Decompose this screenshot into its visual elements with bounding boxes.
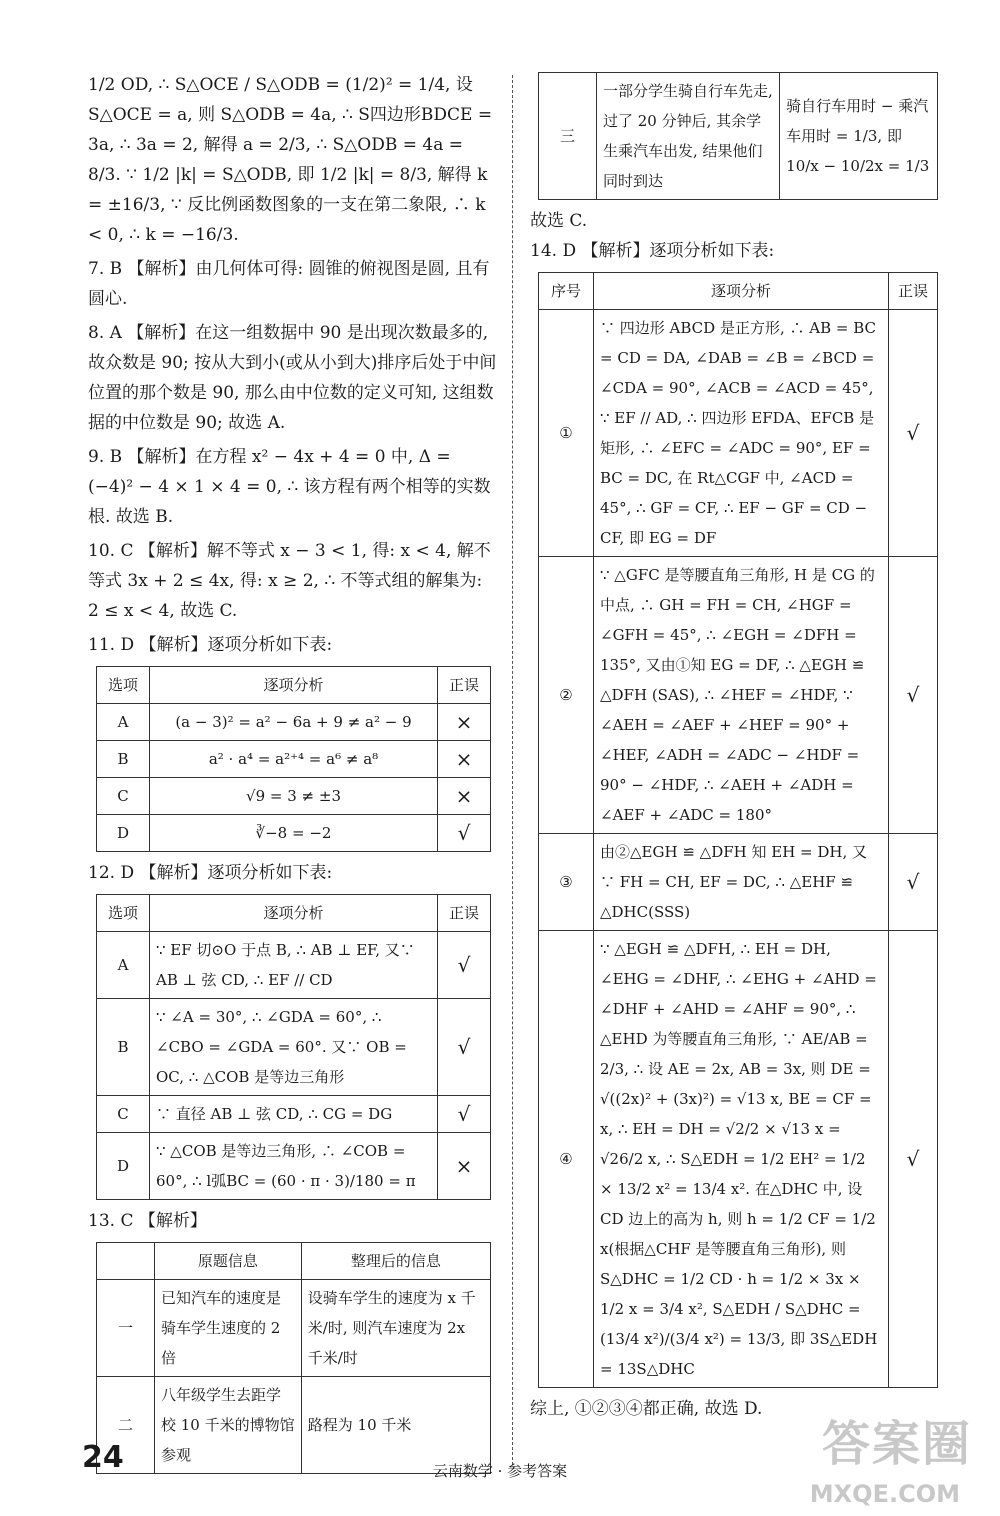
analysis-cell: √9 = 3 ≠ ±3	[150, 778, 438, 815]
row-label: 二	[97, 1377, 155, 1474]
result-cell: ×	[438, 704, 491, 741]
analysis-cell: ∵ ∠A = 30°, ∴ ∠GDA = 60°, ∴ ∠CBO = ∠GDA = 60°. 又∵ OB = OC, ∴ △COB 是等边三角形	[150, 999, 438, 1096]
table-header: 序号	[539, 273, 594, 310]
organized-info: 设骑车学生的速度为 x 千米/时, 则汽车速度为 2x 千米/时	[301, 1280, 490, 1377]
organized-info: 路程为 10 千米	[301, 1377, 490, 1474]
table-header: 正误	[889, 273, 938, 310]
analysis-cell: 由②△EGH ≌ △DFH 知 EH = DH, 又∵ FH = CH, EF = DC, ∴ △EHF ≌ △DHC(SSS)	[594, 834, 889, 931]
result-cell: √	[889, 931, 938, 1388]
table-header: 逐项分析	[150, 667, 438, 704]
answer-11: 11. D 【解析】逐项分析如下表:	[88, 635, 333, 655]
analysis-cell: ∵ △COB 是等边三角形, ∴ ∠COB = 60°, ∴ l弧BC = (60 · π · 3)/180 = π	[150, 1133, 438, 1200]
option-cell: A	[97, 704, 150, 741]
analysis-cell: (a − 3)² = a² − 6a + 9 ≠ a² − 9	[150, 704, 438, 741]
table-row	[97, 815, 491, 852]
watermark-url: MXQE.COM	[809, 1480, 960, 1508]
footer-title: 云南数学 · 参考答案	[432, 1462, 568, 1480]
table-row	[97, 778, 491, 815]
table-header: 整理后的信息	[301, 1243, 490, 1280]
option-cell: C	[97, 1096, 150, 1133]
analysis-cell: ∵ △GFC 是等腰直角三角形, H 是 CG 的中点, ∴ GH = FH = CH, ∠HGF = ∠GFH = 45°, ∴ ∠EGH = ∠DFH = 135°, 又由①知 EG = DF, ∴ △EGH ≌ △DFH (SAS), ∴ ∠HEF = ∠HDF, ∵ ∠AEH = ∠AEF + ∠HEF = 90° + ∠HEF, ∠ADH = ∠ADC − ∠HDF = 90° − ∠HDF, ∴ ∠AEH + ∠ADH = ∠AEF + ∠ADC = 180°	[594, 557, 889, 834]
original-info: 八年级学生去距学校 10 千米的博物馆参观	[155, 1377, 302, 1474]
result-cell: √	[889, 834, 938, 931]
answer-12: 12. D 【解析】逐项分析如下表:	[88, 863, 333, 883]
answer-7: 7. B 【解析】由几何体可得: 圆锥的俯视图是圆, 且有圆心.	[88, 259, 490, 309]
option-cell: A	[97, 932, 150, 999]
answer-13: 13. C 【解析】	[88, 1211, 207, 1231]
row-label: 三	[539, 73, 597, 200]
result-cell: √	[889, 557, 938, 834]
table-13-continued	[538, 72, 938, 200]
table-row	[97, 932, 491, 999]
table-12	[96, 894, 491, 1200]
original-info: 一部分学生骑自行车先走, 过了 20 分钟后, 其余学生乘汽车出发, 结果他们同时到达	[597, 73, 780, 200]
answer-13-conclusion: 故选 C.	[530, 211, 588, 231]
intro-paragraph: 1/2 OD, ∴ S△OCE / S△ODB = (1/2)² = 1/4, 设 S△OCE = a, 则 S△ODB = 4a, ∴ S四边形BDCE = 3a, ∴ 3a = 2, 解得 a = 2/3, ∴ S△ODB = 4a = 8/3. ∵ 1/2 |k| = S△ODB, 即 1/2 |k| = 8/3, 解得 k = ±16/3, ∵ 反比例函数图象的一支在第二象限, ∴ k < 0, ∴ k = −16/3.	[88, 75, 493, 245]
table-row	[539, 931, 938, 1388]
analysis-cell: ∵ 直径 AB ⊥ 弦 CD, ∴ CG = DG	[150, 1096, 438, 1133]
analysis-cell: ∵ 四边形 ABCD 是正方形, ∴ AB = BC = CD = DA, ∠DAB = ∠B = ∠BCD = ∠CDA = 90°, ∠ACB = ∠ACD = 45°, ∵ EF // AD, ∴ 四边形 EFDA、EFCB 是矩形, ∴ ∠EFC = ∠ADC = 90°, EF = BC = DC, 在 Rt△CGF 中, ∠ACD = 45°, ∴ GF = CF, ∴ EF − GF = CD − CF, 即 EG = DF	[594, 310, 889, 557]
item-number: ②	[539, 557, 594, 834]
result-cell: ×	[438, 1133, 491, 1200]
option-cell: B	[97, 999, 150, 1096]
table-14	[538, 272, 938, 1388]
result-cell: ×	[438, 778, 491, 815]
table-header: 逐项分析	[150, 895, 438, 932]
organized-info: 骑自行车用时 − 乘汽车用时 = 1/3, 即 10/x − 10/2x = 1/3	[780, 73, 938, 200]
analysis-cell: a² · a⁴ = a²⁺⁴ = a⁶ ≠ a⁸	[150, 741, 438, 778]
right-column	[530, 68, 960, 1424]
table-row	[97, 1377, 491, 1474]
option-cell: D	[97, 815, 150, 852]
table-row	[539, 73, 938, 200]
answer-14: 14. D 【解析】逐项分析如下表:	[530, 241, 775, 261]
table-row	[97, 741, 491, 778]
result-cell: √	[438, 815, 491, 852]
answer-10: 10. C 【解析】解不等式 x − 3 < 1, 得: x < 4, 解不等式 3x + 2 ≤ 4x, 得: x ≥ 2, ∴ 不等式组的解集为: 2 ≤ x < 4, 故选 C.	[88, 541, 491, 621]
table-header: 正误	[438, 895, 491, 932]
table-row	[97, 1096, 491, 1133]
table-header: 选项	[97, 895, 150, 932]
table-11	[96, 666, 491, 852]
analysis-cell: ∛−8 = −2	[150, 815, 438, 852]
item-number: ③	[539, 834, 594, 931]
left-column	[88, 70, 498, 1480]
analysis-cell: ∵ △EGH ≌ △DFH, ∴ EH = DH, ∠EHG = ∠DHF, ∴ ∠EHG + ∠AHD = ∠DHF + ∠AHD = ∠AHF = 90°, ∴ △EHD 为等腰直角三角形, ∵ AE/AB = 2/3, ∴ 设 AE = 2x, AB = 3x, 则 DE = √((2x)² + (3x)²) = √13 x, BE = CF = x, ∴ EH = DH = √2/2 × √13 x = √26/2 x, ∴ S△EDH = 1/2 EH² = 1/2 × 13/2 x² = 13/4 x². 在△DHC 中, 设 CD 边上的高为 h, 则 h = 1/2 CF = 1/2 x(根据△CHF 是等腰直角三角形), 则 S△DHC = 1/2 CD · h = 1/2 × 3x × 1/2 x = 3/4 x², S△EDH / S△DHC = (13/4 x²)/(3/4 x²) = 13/3, 即 3S△EDH = 13S△DHC	[594, 931, 889, 1388]
watermark-logo: 答案圈	[821, 1416, 972, 1472]
table-row	[539, 834, 938, 931]
option-cell: B	[97, 741, 150, 778]
answer-14-conclusion: 综上, ①②③④都正确, 故选 D.	[530, 1399, 763, 1419]
table-row	[97, 1133, 491, 1200]
table-row	[97, 999, 491, 1096]
column-divider	[512, 75, 513, 1465]
table-row	[97, 1280, 491, 1377]
result-cell: √	[438, 932, 491, 999]
table-header	[97, 1243, 155, 1280]
table-row	[539, 310, 938, 557]
item-number: ①	[539, 310, 594, 557]
row-label: 一	[97, 1280, 155, 1377]
table-row	[539, 557, 938, 834]
item-number: ④	[539, 931, 594, 1388]
table-header: 正误	[438, 667, 491, 704]
result-cell: ×	[438, 741, 491, 778]
result-cell: √	[438, 1096, 491, 1133]
answer-8: 8. A 【解析】在这一组数据中 90 是出现次数最多的, 故众数是 90; 按从大到小(或从小到大)排序后处于中间位置的那个数是 90, 那么由中位数的定义可知, 这组数据的中位数是 90; 故选 A.	[88, 323, 497, 433]
answer-9: 9. B 【解析】在方程 x² − 4x + 4 = 0 中, Δ = (−4)² − 4 × 1 × 4 = 0, ∴ 该方程有两个相等的实数根. 故选 B.	[88, 447, 491, 527]
table-row	[97, 704, 491, 741]
table-header: 逐项分析	[594, 273, 889, 310]
option-cell: D	[97, 1133, 150, 1200]
original-info: 已知汽车的速度是骑车学生速度的 2 倍	[155, 1280, 302, 1377]
table-13	[96, 1242, 491, 1474]
table-header: 原题信息	[155, 1243, 302, 1280]
table-header: 选项	[97, 667, 150, 704]
result-cell: √	[438, 999, 491, 1096]
result-cell: √	[889, 310, 938, 557]
page-number: 24	[82, 1440, 124, 1475]
analysis-cell: ∵ EF 切⊙O 于点 B, ∴ AB ⊥ EF, 又∵ AB ⊥ 弦 CD, ∴ EF // CD	[150, 932, 438, 999]
option-cell: C	[97, 778, 150, 815]
